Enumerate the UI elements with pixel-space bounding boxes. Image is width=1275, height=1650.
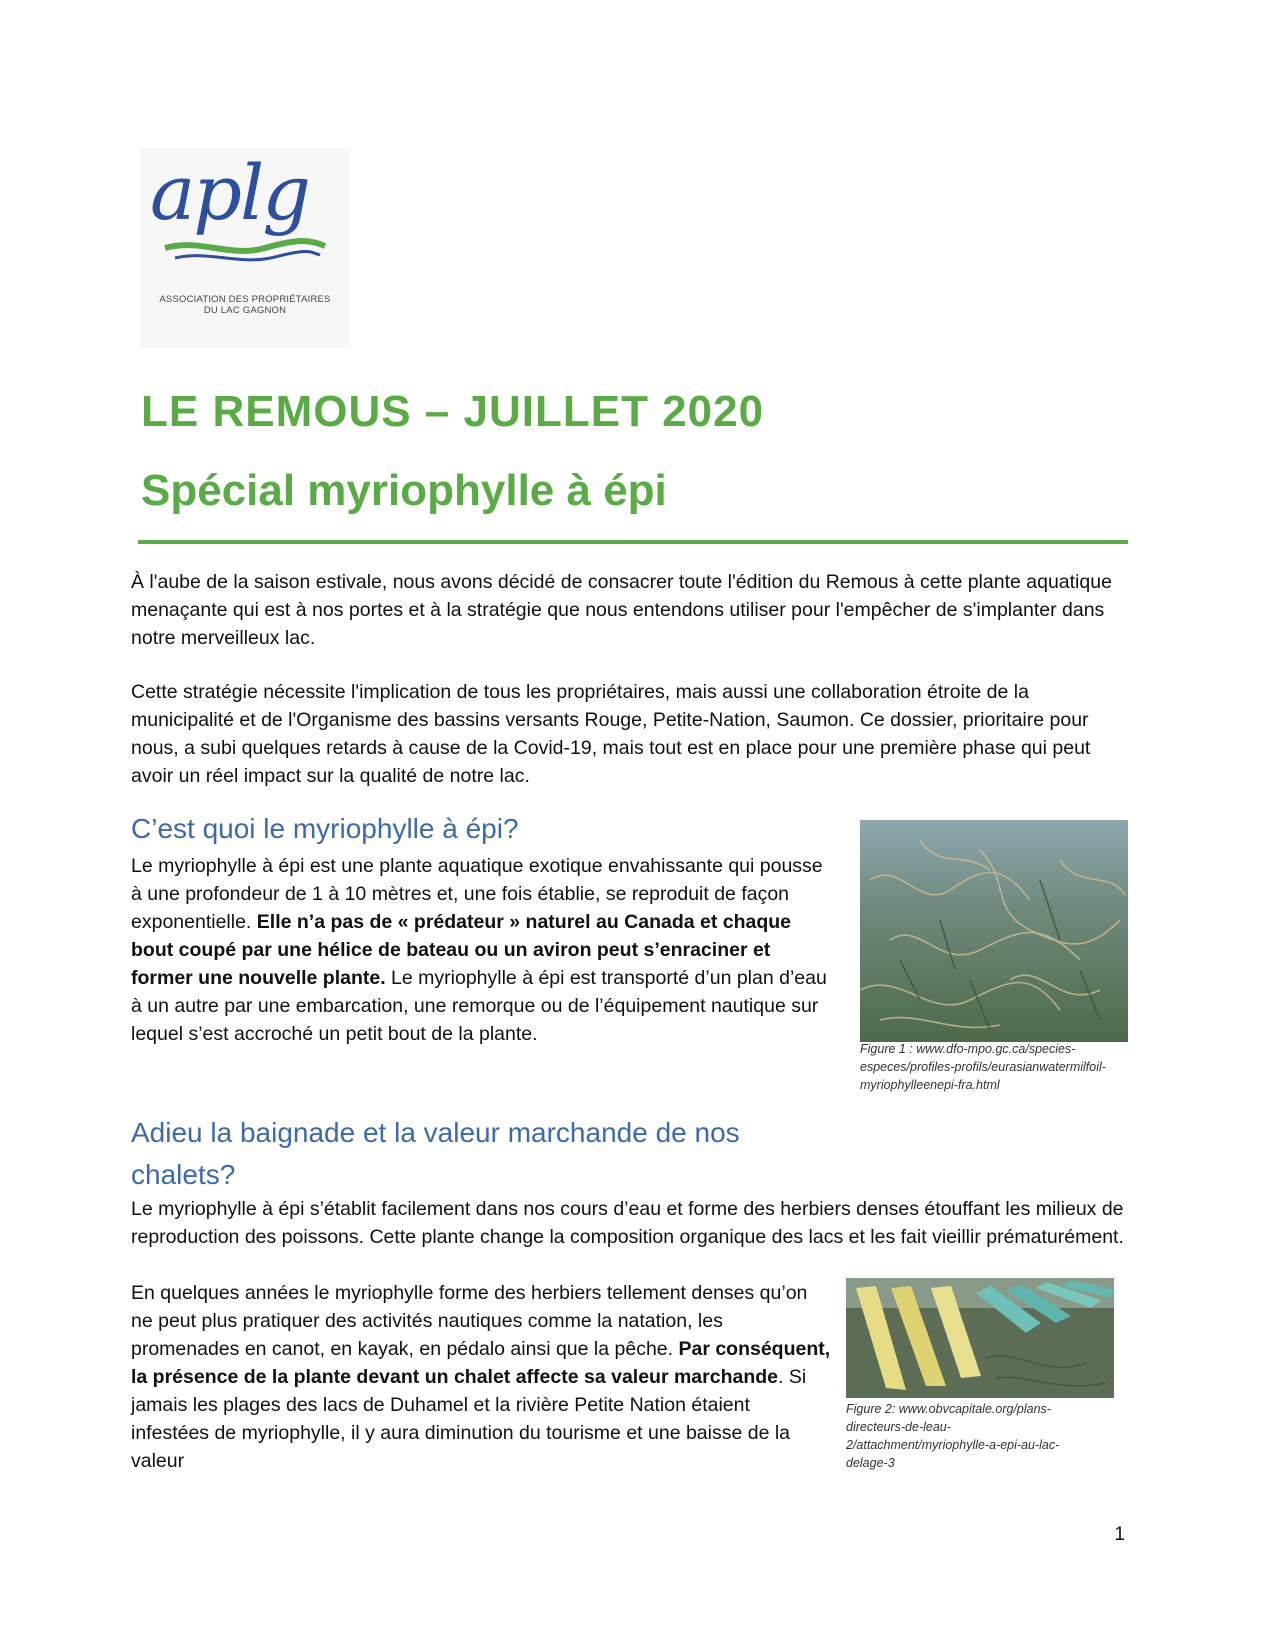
page-number: 1 [1114, 1524, 1125, 1545]
logo-caption-line1: ASSOCIATION DES PROPRIÉTAIRES [159, 294, 331, 305]
section2-text-a: En quelques années le myriophylle forme des herbiers tellement denses qu’on ne peut plus pratiquer des activités nautiques comme la natation, les promenades en canot, en kayak, en pédalo ainsi que la pêche. [131, 1282, 808, 1360]
newsletter-title: LE REMOUS – JUILLET 2020 [141, 387, 765, 436]
intro-paragraph-2: Cette stratégie nécessite l'implication de tous les propriétaires, mais aussi une collaboration étroite de la municipalité et de l'Organisme des bassins versants Rouge, Petite-Nation, Saumon. Ce dossier, prioritaire pour nous, a subi quelques retards à cause de la Covid-19, mais tout est en place pour une première phase qui peut avoir un réel impact sur la qualité de notre lac. [131, 681, 1091, 787]
milfoil-underwater-photo [860, 820, 1128, 1042]
section1-heading: C’est quoi le myriophylle à épi? [131, 813, 519, 844]
kayaks-photo [846, 1278, 1114, 1398]
figure-2-kayaks-image [846, 1278, 1114, 1398]
section1-text-b: Le myriophylle à épi est transporté d’un plan d’eau à un autre par une embarcation, une remorque ou de l’équipement nautique sur lequel s’est accroché un petit bout de la plante. [131, 967, 827, 1045]
section2-paragraph-wrapped [131, 1279, 831, 1475]
section2-text-b: . Si jamais les plages des lacs de Duhamel et la rivière Petite Nation étaient infestées de myriophylle, il y aura diminution du tourisme et une baisse de la valeur [131, 1366, 807, 1472]
figure-1-milfoil-image [860, 820, 1128, 1042]
logo-wordmark: aplg [150, 148, 309, 237]
newsletter-subtitle: Spécial myriophylle à épi [141, 466, 667, 515]
section2-heading: Adieu la baignade et la valeur marchande de nos chalets? [131, 1117, 740, 1190]
title-divider [138, 540, 1128, 544]
intro-paragraph-1: À l'aube de la saison estivale, nous avons décidé de consacrer toute l'édition du Remous à cette plante aquatique menaçante qui est à nos portes et à la stratégie que nous entendons utiliser pour l'empêcher de s'implanter dans notre merveilleux lac. [131, 571, 1112, 649]
aplg-logo [140, 148, 350, 348]
section1-bold-text: Elle n’a pas de « prédateur » naturel au Canada et chaque bout coupé par une hélice de bateau ou un aviron peut s’enraciner et former une nouvelle plante. [131, 911, 792, 989]
figure-1-caption: Figure 1 : www.dfo-mpo.gc.ca/species-especes/profiles-profils/eurasianwatermilfoil-myriophylleenepi-fra.html [860, 1042, 1106, 1092]
section1-text-a: Le myriophylle à épi est une plante aquatique exotique envahissante qui pousse à une profondeur de 1 à 10 mètres et, une fois établie, se reproduit de façon exponentielle. [131, 855, 823, 933]
section2-bold-text: Par conséquent, la présence de la plante devant un chalet affecte sa valeur marchande [131, 1338, 831, 1388]
logo-caption-line2: DU LAC GAGNON [203, 305, 287, 316]
figure-2-caption: Figure 2: www.obvcapitale.org/plans-directeurs-de-leau-2/attachment/myriophylle-a-epi-au-lac-delage-3 [846, 1402, 1060, 1470]
logo-wave-icon [160, 236, 330, 266]
section1-paragraph [131, 852, 831, 1048]
section2-paragraph-full: Le myriophylle à épi s’établit facilement dans nos cours d’eau et forme des herbiers denses étouffant les milieux de reproduction des poissons. Cette plante change la composition organique des lacs et les fait vieillir prématurément. [131, 1198, 1124, 1248]
logo-caption [140, 294, 350, 316]
